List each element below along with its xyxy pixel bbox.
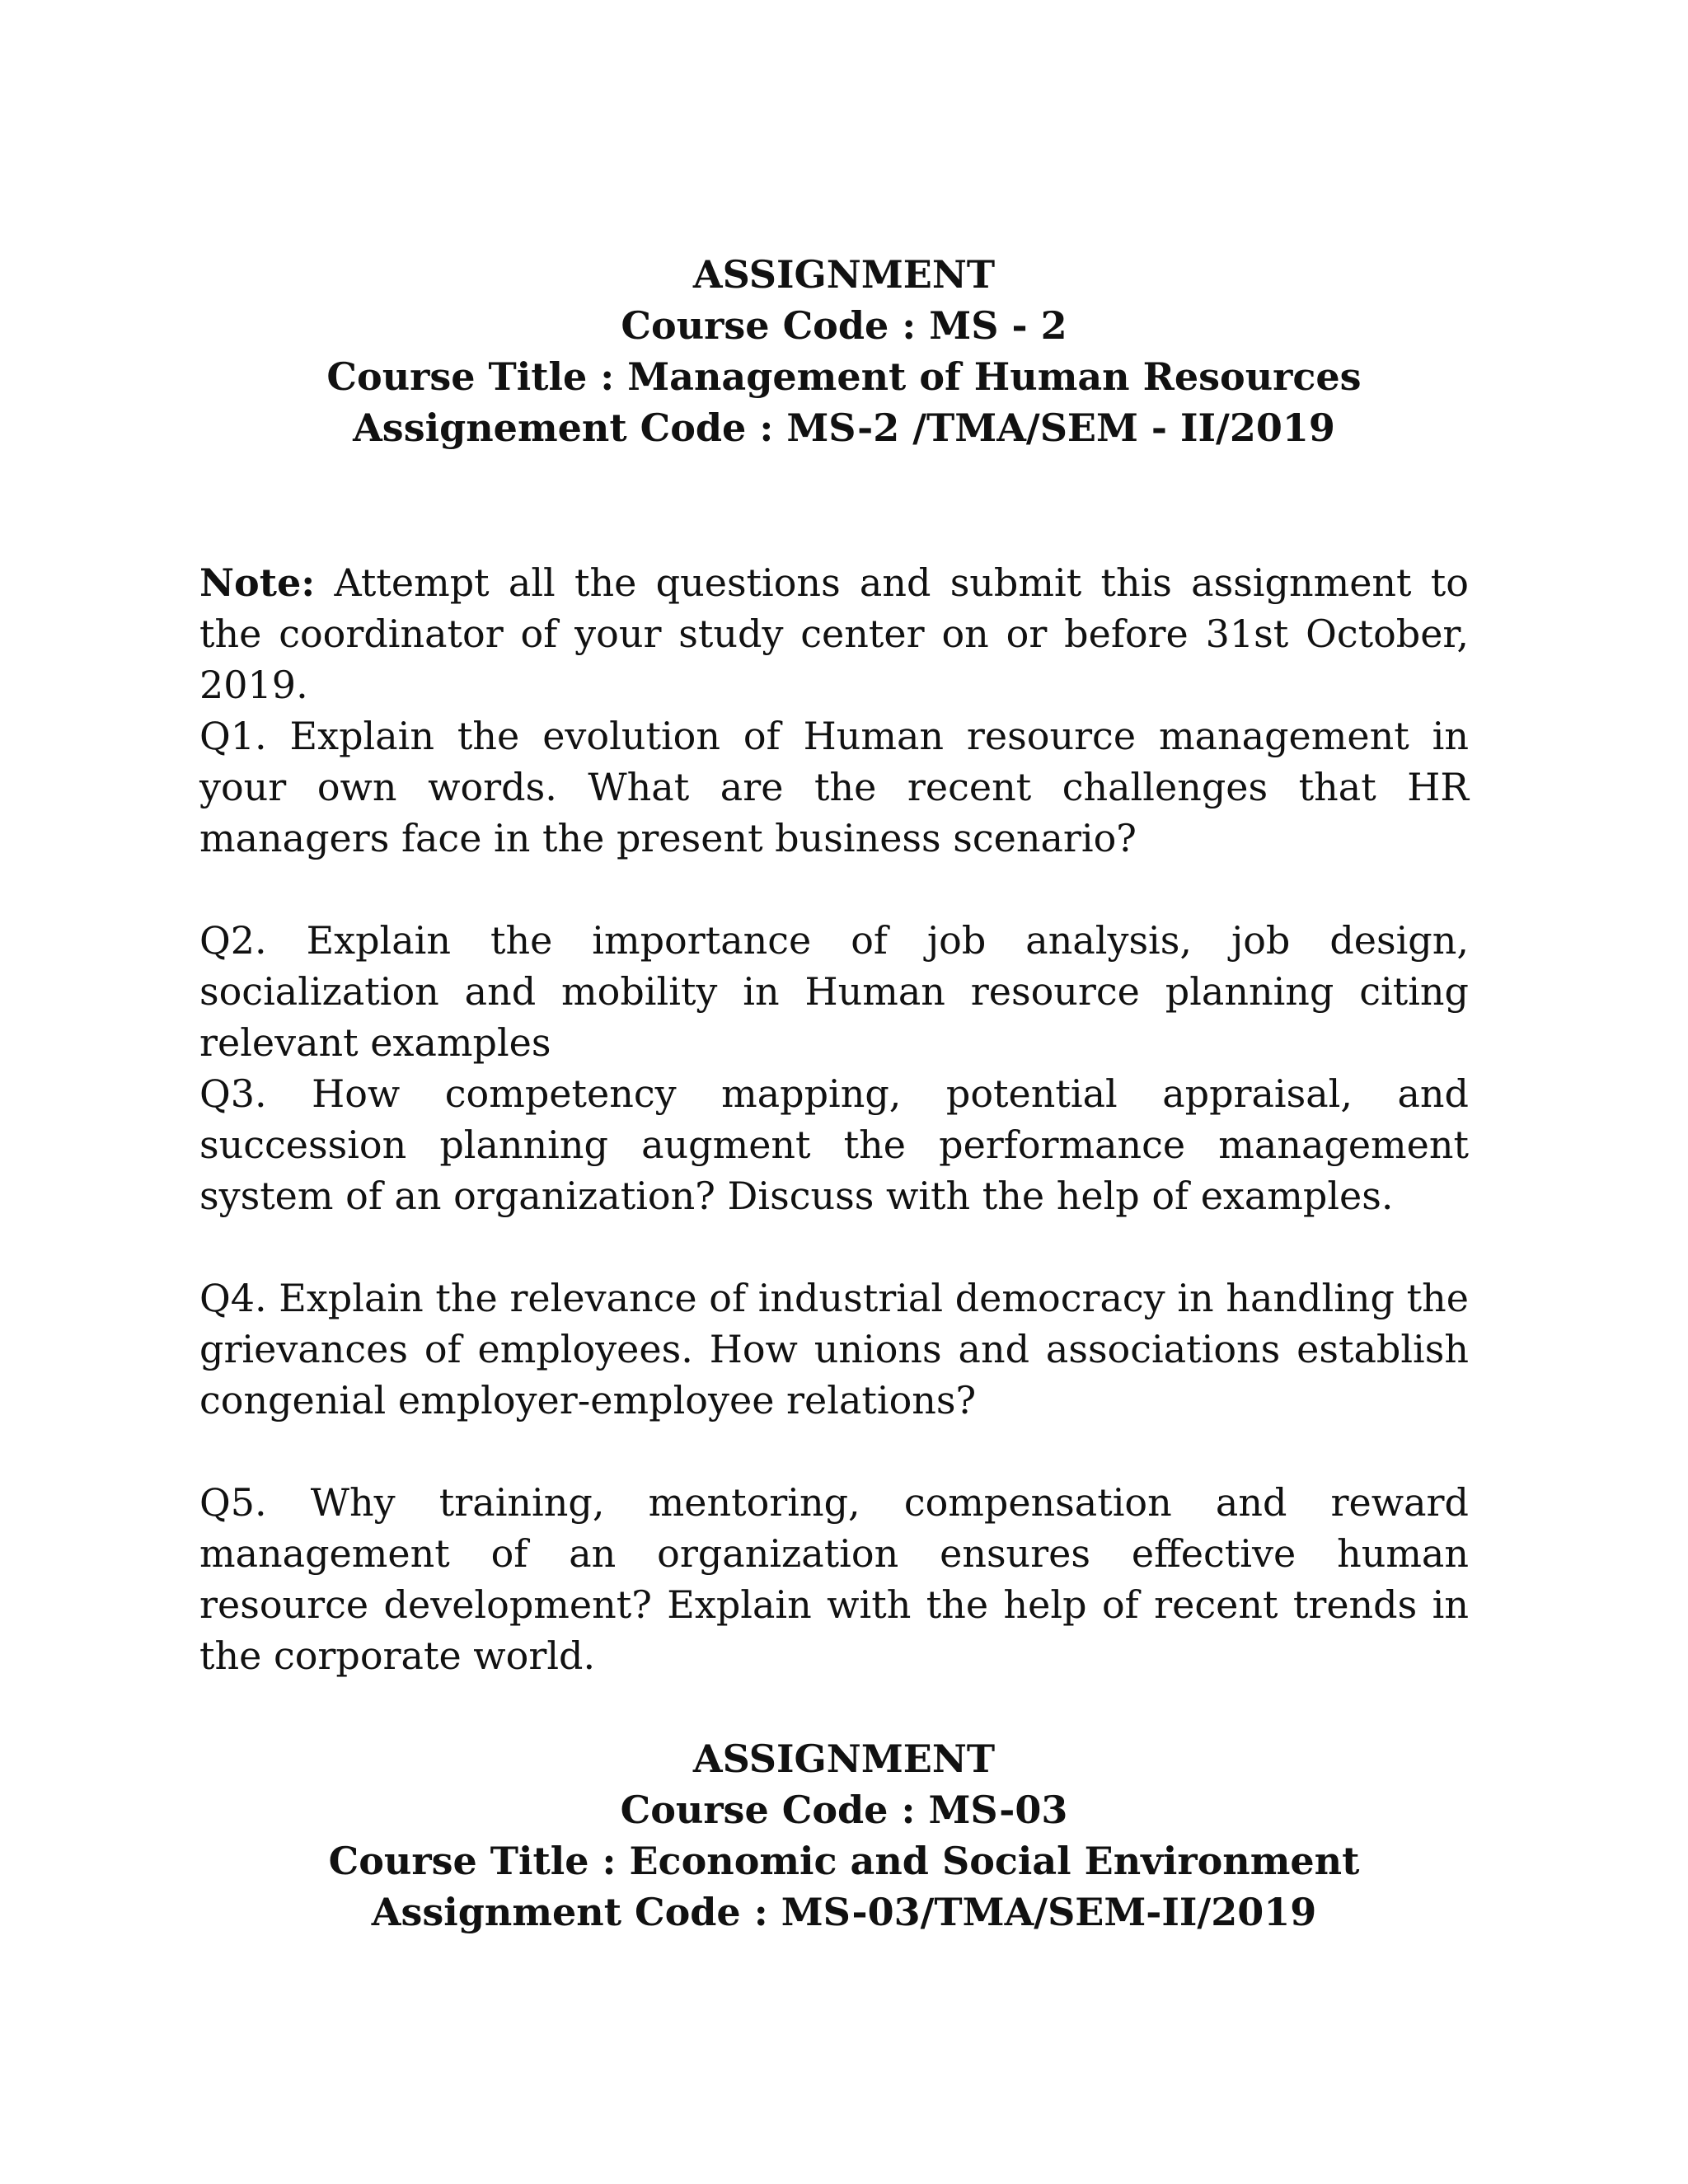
assignment-header-ms2	[0, 249, 1688, 453]
course-code: Course Code : MS-03	[620, 1788, 1068, 1832]
course-code: Course Code : MS - 2	[621, 303, 1067, 348]
course-title: Course Title : Management of Human Resources	[326, 354, 1362, 399]
question-4: Q4. Explain the relevance of industrial democracy in handling the grievances of employees. How unions and associations establish congenial employer-employee relations?	[199, 1276, 1469, 1422]
question-2: Q2. Explain the importance of job analysis, job design, socialization and mobility in Human resource planning citing relevant examples	[199, 918, 1469, 1065]
question-1: Q1. Explain the evolution of Human resource management in your own words. What are the recent challenges that HR managers face in the present business scenario?	[199, 714, 1469, 860]
assignment-code: Assignment Code : MS-03/TMA/SEM-II/2019	[371, 1890, 1317, 1934]
assignment-header-ms03	[0, 1733, 1688, 1938]
question-3: Q3. How competency mapping, potential appraisal, and succession planning augment the performance management system of an organization? Discuss with the help of examples.	[199, 1071, 1469, 1218]
note-label: Note:	[199, 560, 316, 605]
course-title: Course Title : Economic and Social Environment	[328, 1839, 1360, 1883]
assignment-code: Assignement Code : MS-2 /TMA/SEM - II/2019	[353, 405, 1335, 450]
assignment-heading: ASSIGNMENT	[692, 1736, 996, 1781]
note-text: Attempt all the questions and submit this assignment to the coordinator of your study center on or before 31st October, 2019.	[199, 560, 1469, 707]
question-5: Q5. Why training, mentoring, compensation and reward management of an organization ensures effective human resource development? Explain with the help of recent trends in the corporate world.	[199, 1480, 1469, 1678]
note-paragraph	[199, 557, 1469, 710]
assignment-heading: ASSIGNMENT	[692, 252, 996, 297]
